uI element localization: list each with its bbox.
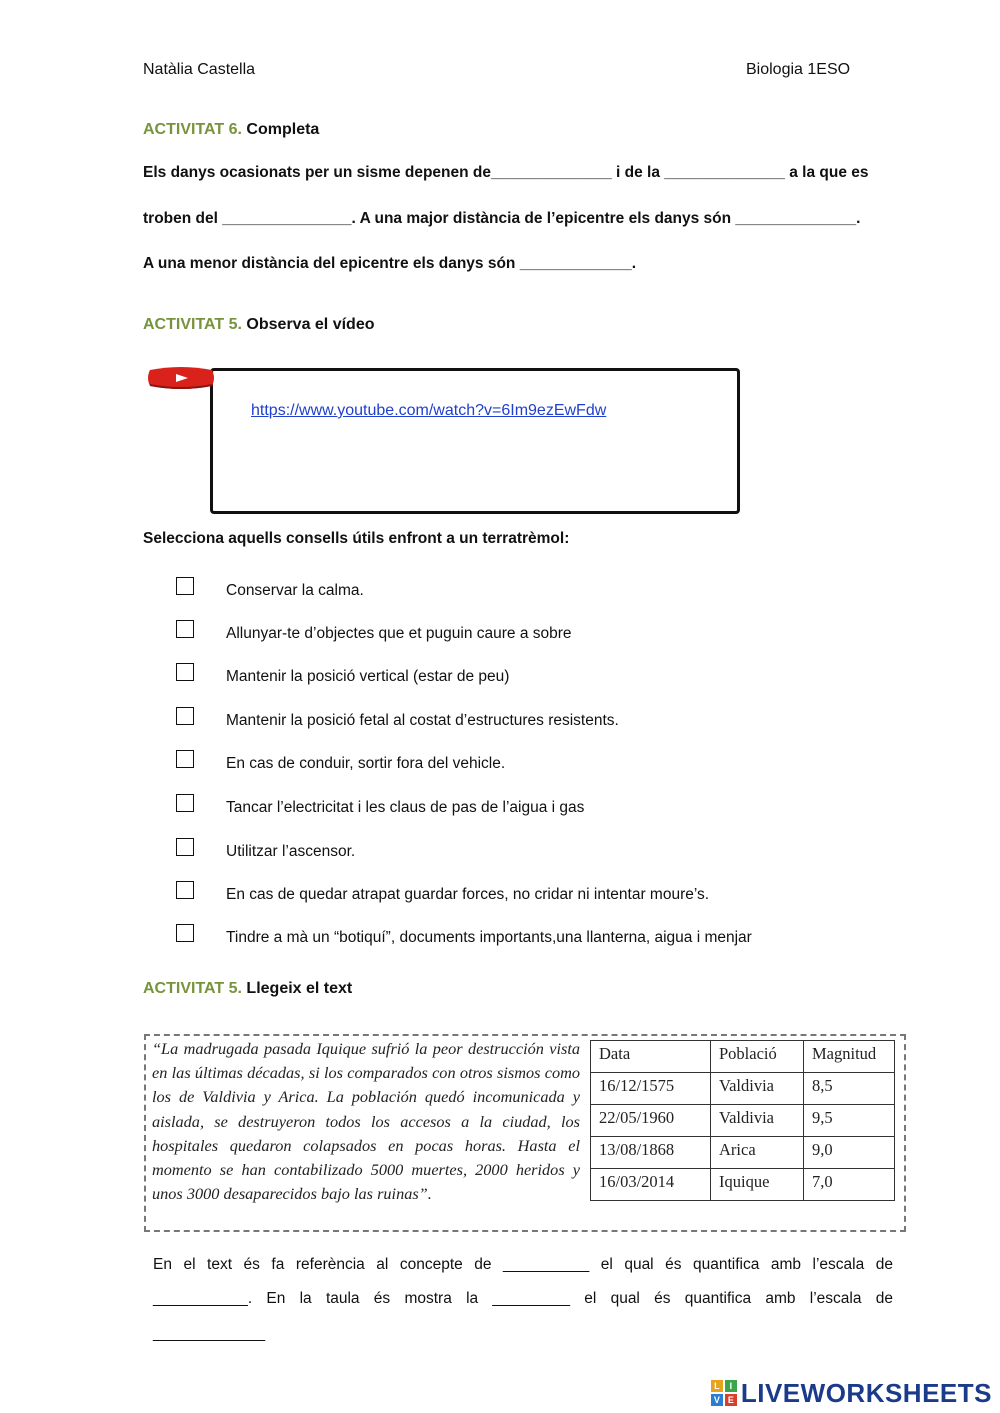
table-cell-place: Valdivia	[711, 1073, 804, 1105]
advice-checkbox-9[interactable]	[176, 924, 194, 942]
table-row	[591, 1169, 895, 1201]
table-cell-magnitude: 7,0	[804, 1169, 895, 1201]
activity5-video-title: Observa el vídeo	[246, 316, 375, 333]
liveworksheets-mark-icon: L I V E	[711, 1380, 737, 1406]
table-cell-magnitude: 8,5	[804, 1073, 895, 1105]
table-row	[591, 1105, 895, 1137]
activity6-line-3: A una menor distància del epicentre els danys són _____________.	[143, 255, 637, 272]
reading-quote: “La madrugada pasada Iquique sufrió la peor destrucción vista en las últimas décadas, si los comparados con otros sismos como los de Valdivia y Arica. La población quedó incomunicada y aislada, se destruyeron todos los accesos a la ciudad, los hospitales quedaron colapsados en pocas horas. Hasta el momento se han contabilizado 5000 muertes, 2000 heridos y unos 3000 desaparecidos bajo las ruinas”.	[152, 1039, 580, 1204]
table-row	[591, 1137, 895, 1169]
activity5-video-heading	[143, 316, 374, 334]
table-cell-magnitude: 9,0	[804, 1137, 895, 1169]
activity6-title: Completa	[246, 121, 320, 138]
video-link[interactable]: https://www.youtube.com/watch?v=6Im9ezEwFdw	[251, 402, 607, 419]
activity5-text-heading	[143, 980, 352, 998]
subject-name: Biologia 1ESO	[746, 61, 851, 78]
table-cell-date: 16/12/1575	[591, 1073, 711, 1105]
table-cell-date: 22/05/1960	[591, 1105, 711, 1137]
liveworksheets-brand: LIVEWORKSHEETS	[740, 1377, 992, 1408]
youtube-play-icon	[146, 366, 216, 390]
advice-item-8: En cas de quedar atrapat guardar forces, no cridar ni intentar moure’s.	[226, 886, 710, 903]
table-cell-date: 16/03/2014	[591, 1169, 711, 1201]
table-header-date: Data	[591, 1041, 711, 1073]
author-name: Natàlia Castella	[143, 61, 256, 78]
advice-checkbox-1[interactable]	[176, 577, 194, 595]
advice-item-2: Allunyar-te d’objectes que et puguin caure a sobre	[226, 625, 572, 642]
advice-item-5: En cas de conduir, sortir fora del vehicle.	[226, 755, 506, 772]
table-cell-date: 13/08/1868	[591, 1137, 711, 1169]
table-cell-magnitude: 9,5	[804, 1105, 895, 1137]
advice-checkbox-2[interactable]	[176, 620, 194, 638]
table-header-magnitude: Magnitud	[804, 1041, 895, 1073]
table-cell-place: Valdivia	[711, 1105, 804, 1137]
activity6-line-1: Els danys ocasionats per un sisme depenen de______________ i de la ______________ a la que es	[143, 164, 869, 181]
table-cell-place: Iquique	[711, 1169, 804, 1201]
advice-checkbox-6[interactable]	[176, 794, 194, 812]
advice-item-3: Mantenir la posició vertical (estar de peu)	[226, 668, 510, 685]
table-header-row	[591, 1041, 895, 1073]
advice-checkbox-5[interactable]	[176, 750, 194, 768]
activity5-video-label: ACTIVITAT 5.	[143, 316, 242, 333]
question-line-3: _____________	[153, 1325, 266, 1342]
video-box	[210, 368, 740, 514]
advice-item-4: Mantenir la posició fetal al costat d’estructures resistents.	[226, 712, 619, 729]
activity6-heading	[143, 121, 319, 139]
advice-checkbox-4[interactable]	[176, 707, 194, 725]
table-cell-place: Arica	[711, 1137, 804, 1169]
advice-item-7: Utilitzar l’ascensor.	[226, 843, 356, 860]
table-header-place: Població	[711, 1041, 804, 1073]
activity5-text-title: Llegeix el text	[246, 980, 353, 997]
advice-item-6: Tancar l’electricitat i les claus de pas de l’aigua i gas	[226, 799, 585, 816]
earthquake-table	[590, 1040, 895, 1201]
question-line-2: ___________. En la taula és mostra la _________ el qual és quantifica amb l’escala de	[153, 1290, 893, 1307]
advice-prompt: Selecciona aquells consells útils enfront a un terratrèmol:	[143, 530, 570, 547]
advice-checkbox-7[interactable]	[176, 838, 194, 856]
activity6-label: ACTIVITAT 6.	[143, 121, 242, 138]
advice-checkbox-3[interactable]	[176, 663, 194, 681]
advice-item-9: Tindre a mà un “botiquí”, documents importants,una llanterna, aigua i menjar	[226, 929, 752, 946]
activity5-text-label: ACTIVITAT 5.	[143, 980, 242, 997]
advice-item-1: Conservar la calma.	[226, 582, 364, 599]
activity6-line-2: troben del _______________. A una major distància de l’epicentre els danys són ______________.	[143, 210, 861, 227]
liveworksheets-logo	[711, 1376, 992, 1410]
advice-checkbox-8[interactable]	[176, 881, 194, 899]
table-row	[591, 1073, 895, 1105]
question-line-1: En el text és fa referència al concepte de __________ el qual és quantifica amb l’escala de	[153, 1256, 893, 1273]
